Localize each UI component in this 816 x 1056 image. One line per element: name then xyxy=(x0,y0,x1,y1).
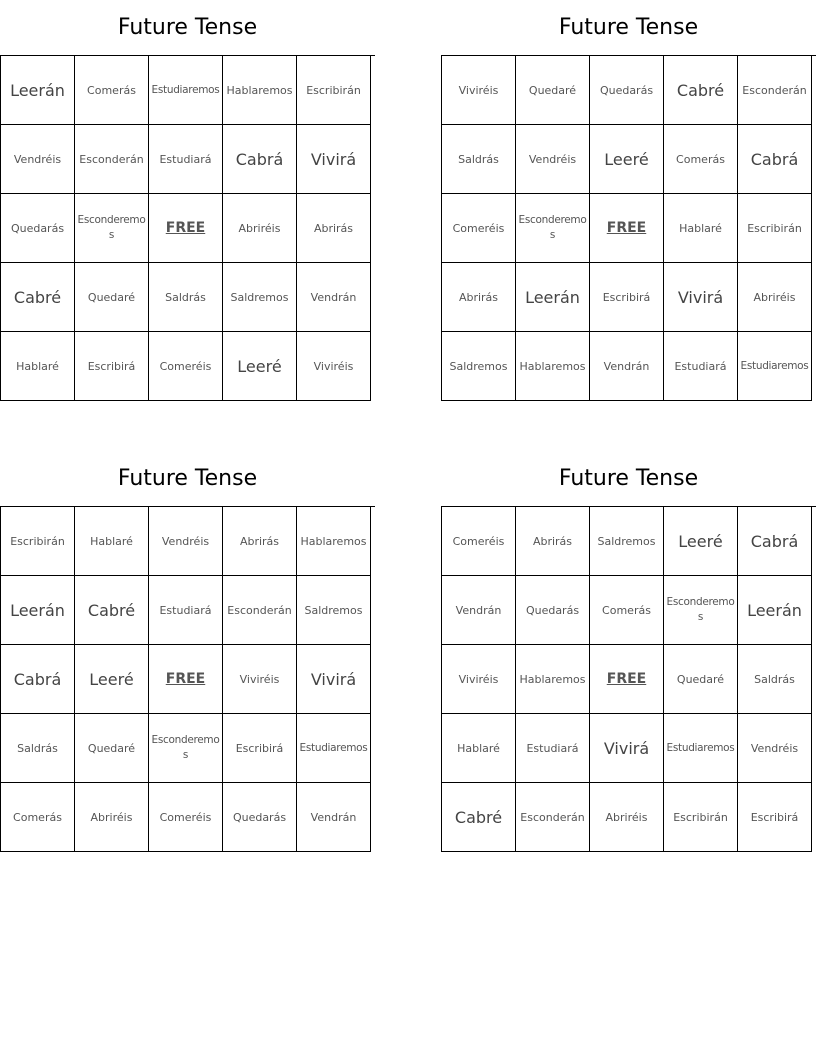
bingo-cell: Vendréis xyxy=(1,125,75,194)
bingo-cell: Leerán xyxy=(1,576,75,645)
bingo-cell: Esconderán xyxy=(223,576,297,645)
bingo-cell: Vendréis xyxy=(149,507,223,576)
bingo-cell: Esconderemos xyxy=(149,714,223,783)
bingo-cell: Abrirás xyxy=(223,507,297,576)
bingo-cell: Esconderán xyxy=(738,56,812,125)
bingo-cell: Hablaré xyxy=(1,332,75,401)
bingo-cell: Hablaré xyxy=(442,714,516,783)
bingo-grid xyxy=(441,55,816,401)
bingo-cell: Cabré xyxy=(1,263,75,332)
bingo-cell: Saldrás xyxy=(738,645,812,714)
bingo-cell: Hablaré xyxy=(75,507,149,576)
bingo-cell: Saldremos xyxy=(297,576,371,645)
free-space-cell: FREE xyxy=(149,194,223,263)
bingo-cell: Hablaremos xyxy=(516,645,590,714)
bingo-cell: Quedarás xyxy=(516,576,590,645)
bingo-cell: Abrirás xyxy=(297,194,371,263)
bingo-cell: Escribirán xyxy=(1,507,75,576)
bingo-cell: Estudiará xyxy=(516,714,590,783)
bingo-grid xyxy=(0,55,375,401)
bingo-cell: Escribirán xyxy=(738,194,812,263)
bingo-cell: Estudiará xyxy=(664,332,738,401)
bingo-cell: Vivirá xyxy=(297,125,371,194)
bingo-cell: Leeré xyxy=(223,332,297,401)
bingo-cell: Leeré xyxy=(664,507,738,576)
bingo-cell: Vivirá xyxy=(664,263,738,332)
bingo-cell: Cabrá xyxy=(738,125,812,194)
bingo-cell: Comeréis xyxy=(149,332,223,401)
bingo-cell: Escribirá xyxy=(738,783,812,852)
free-space-cell: FREE xyxy=(590,645,664,714)
bingo-cell: Leerán xyxy=(738,576,812,645)
bingo-cell: Viviréis xyxy=(442,56,516,125)
bingo-cell: Vendrán xyxy=(590,332,664,401)
bingo-cell: Quedaré xyxy=(664,645,738,714)
bingo-cell: Vendrán xyxy=(297,263,371,332)
bingo-cell: Esconderemos xyxy=(664,576,738,645)
bingo-cell: Abriréis xyxy=(590,783,664,852)
bingo-cell: Saldrás xyxy=(1,714,75,783)
bingo-cell: Saldrás xyxy=(149,263,223,332)
bingo-cell: Comerás xyxy=(590,576,664,645)
bingo-cell: Abrirás xyxy=(516,507,590,576)
free-space-cell: FREE xyxy=(590,194,664,263)
bingo-cell: Estudiaremos xyxy=(149,56,223,125)
bingo-cell: Saldremos xyxy=(442,332,516,401)
bingo-cell: Vendréis xyxy=(516,125,590,194)
bingo-cell: Leeré xyxy=(590,125,664,194)
bingo-cell: Estudiará xyxy=(149,576,223,645)
bingo-cell: Viviréis xyxy=(442,645,516,714)
bingo-cell: Viviréis xyxy=(297,332,371,401)
bingo-cell: Comeréis xyxy=(149,783,223,852)
bingo-cell: Vendréis xyxy=(738,714,812,783)
bingo-cell: Estudiará xyxy=(149,125,223,194)
bingo-cell: Estudiaremos xyxy=(738,332,812,401)
bingo-cell: Quedaré xyxy=(516,56,590,125)
bingo-cell: Escribirá xyxy=(223,714,297,783)
bingo-cell: Quedaré xyxy=(75,263,149,332)
bingo-cell: Viviréis xyxy=(223,645,297,714)
bingo-cell: Abriréis xyxy=(223,194,297,263)
bingo-card-4 xyxy=(441,451,816,852)
bingo-cell: Esconderán xyxy=(75,125,149,194)
bingo-cell: Quedarás xyxy=(1,194,75,263)
bingo-cell: Comerás xyxy=(664,125,738,194)
card-title: Future Tense xyxy=(558,466,699,491)
bingo-cell: Abrirás xyxy=(442,263,516,332)
bingo-cell: Leeré xyxy=(75,645,149,714)
bingo-cell: Escribirá xyxy=(75,332,149,401)
bingo-cell: Quedarás xyxy=(223,783,297,852)
card-title: Future Tense xyxy=(558,15,699,40)
bingo-cell: Hablaremos xyxy=(297,507,371,576)
card-title: Future Tense xyxy=(117,15,258,40)
bingo-card-3 xyxy=(0,451,375,852)
bingo-cell: Cabré xyxy=(664,56,738,125)
bingo-cell: Cabrá xyxy=(1,645,75,714)
bingo-cell: Vendrán xyxy=(442,576,516,645)
bingo-cell: Escribirán xyxy=(297,56,371,125)
bingo-cell: Hablaremos xyxy=(223,56,297,125)
bingo-cell: Comerás xyxy=(75,56,149,125)
card-title: Future Tense xyxy=(117,466,258,491)
bingo-cell: Abriréis xyxy=(75,783,149,852)
bingo-cell: Leerán xyxy=(1,56,75,125)
bingo-cell: Comeréis xyxy=(442,194,516,263)
bingo-cell: Escribirá xyxy=(590,263,664,332)
bingo-grid xyxy=(0,506,375,852)
bingo-cell: Cabré xyxy=(442,783,516,852)
bingo-cell: Hablaré xyxy=(664,194,738,263)
bingo-cell: Abriréis xyxy=(738,263,812,332)
bingo-cell: Saldremos xyxy=(590,507,664,576)
bingo-cell: Saldremos xyxy=(223,263,297,332)
bingo-grid xyxy=(441,506,816,852)
bingo-cell: Quedaré xyxy=(75,714,149,783)
bingo-cell: Cabrá xyxy=(223,125,297,194)
bingo-cell: Vivirá xyxy=(297,645,371,714)
bingo-cell: Vivirá xyxy=(590,714,664,783)
bingo-cell: Saldrás xyxy=(442,125,516,194)
bingo-cell: Escribirán xyxy=(664,783,738,852)
bingo-cell: Vendrán xyxy=(297,783,371,852)
bingo-cell: Comeréis xyxy=(442,507,516,576)
bingo-cell: Cabré xyxy=(75,576,149,645)
bingo-cell: Leerán xyxy=(516,263,590,332)
bingo-cell: Esconderemos xyxy=(516,194,590,263)
bingo-cell: Esconderán xyxy=(516,783,590,852)
bingo-cell: Quedarás xyxy=(590,56,664,125)
bingo-cell: Cabrá xyxy=(738,507,812,576)
bingo-cell: Estudiaremos xyxy=(664,714,738,783)
bingo-card-1 xyxy=(0,0,375,401)
bingo-cell: Esconderemos xyxy=(75,194,149,263)
bingo-cell: Estudiaremos xyxy=(297,714,371,783)
bingo-cell: Comerás xyxy=(1,783,75,852)
bingo-cell: Hablaremos xyxy=(516,332,590,401)
free-space-cell: FREE xyxy=(149,645,223,714)
bingo-card-2 xyxy=(441,0,816,401)
